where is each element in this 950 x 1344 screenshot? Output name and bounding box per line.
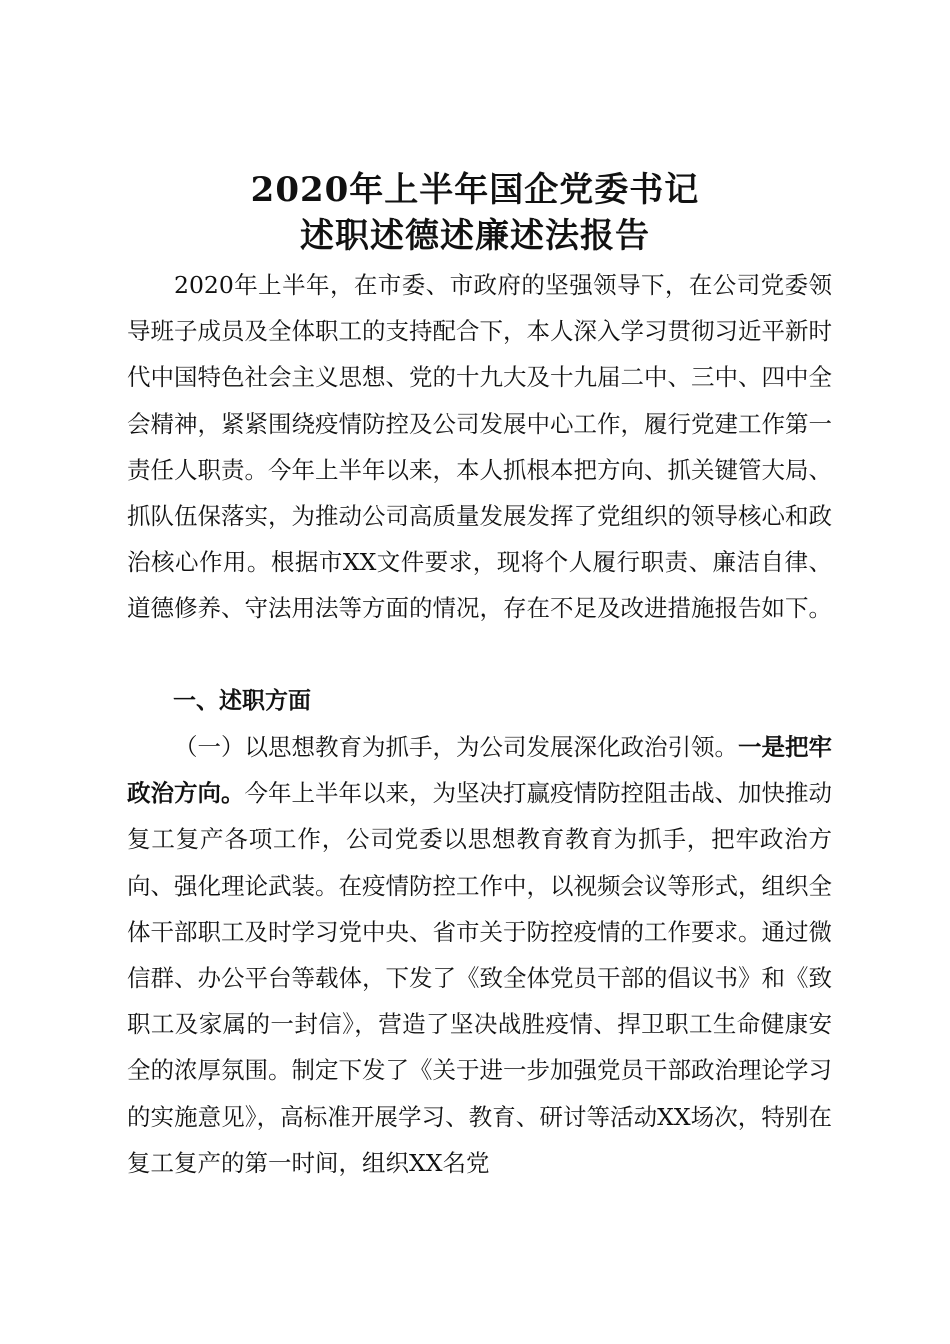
paragraph-body: 今年上半年以来，为坚决打赢疫情防控阻击战、加快推动复工复产各项工作，公司党委以思想教育教育为抓手，把牢政治方向、强化理论武装。在疫情防控工作中，以视频会议等形式，组织全体干部职工及时学习党中央、省市关于防控疫情的工作要求。通过微信群、办公平台等载体，下发了《致全体党员干部的倡议书》和《致职工及家属的一封信》，营造了坚决战胜疫情、捍卫职工生命健康安全的浓厚氛围。制定下发了《关于进一步加强党员干部政治理论学习的实施意见》，高标准开展学习、教育、研讨等活动XX场次，特别在复工复产的第一时间，组织XX名党 — [127, 779, 832, 1177]
document-title-line-2: 述职述德述廉述法报告 — [300, 216, 650, 256]
document-title-line-1: 2020年上半年国企党委书记 — [250, 170, 700, 210]
subsection-lead: （一）以思想教育为抓手，为公司发展深化政治引领。 — [174, 733, 738, 761]
section-paragraph-ideology — [127, 724, 832, 1186]
bold-point-phrase: 一是把牢政治方向。 — [127, 733, 832, 808]
section-heading-duty: 一、述职方面 — [173, 688, 311, 714]
intro-paragraph: 2020年上半年，在市委、市政府的坚强领导下，在公司党委领导班子成员及全体职工的支持配合下，本人深入学习贯彻习近平新时代中国特色社会主义思想、党的十九大及十九届二中、三中、四中全会精神，紧紧围绕疫情防控及公司发展中心工作，履行党建工作第一责任人职责。今年上半年以来，本人抓根本把方向、抓关键管大局、抓队伍保落实，为推动公司高质量发展发挥了党组织的领导核心和政治核心作用。根据市XX文件要求，现将个人履行职责、廉洁自律、道德修养、守法用法等方面的情况，存在不足及改进措施报告如下。 — [127, 271, 832, 623]
